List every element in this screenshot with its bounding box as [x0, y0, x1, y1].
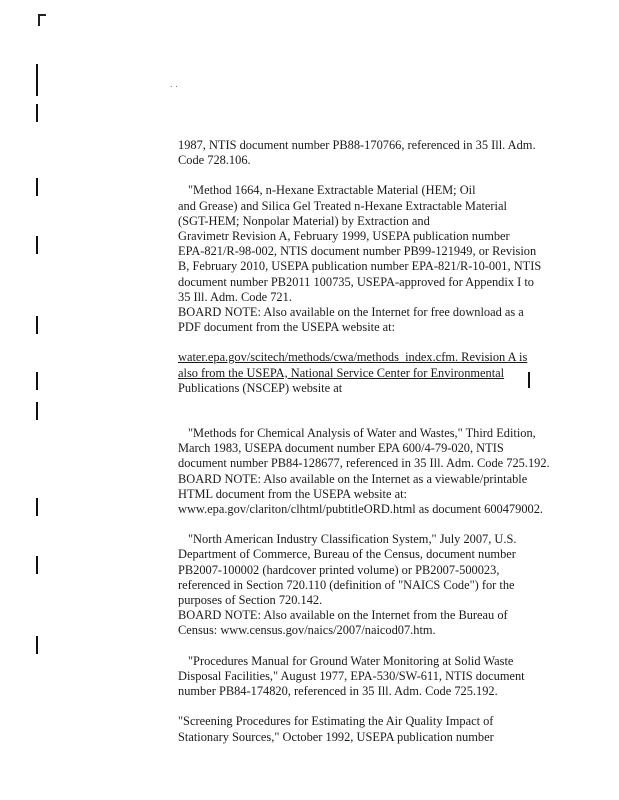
scan-dots: . . [170, 80, 178, 89]
revision-bar [36, 236, 38, 254]
text-line: Stationary Sources," October 1992, USEPA publication number [178, 729, 494, 744]
revision-bar [36, 178, 38, 196]
text-line: referenced in Section 720.110 (definition of "NAICS Code") for the [178, 577, 515, 592]
text-line: purposes of Section 720.142. [178, 593, 323, 608]
text-line: HTML document from the USEPA website at: [178, 486, 407, 501]
corner-mark [38, 14, 46, 26]
reference-entry [178, 532, 558, 638]
text-line: Gravimetr Revision A, February 1999, USEPA publication number [178, 229, 510, 244]
reference-entry [178, 183, 558, 396]
reference-entry [178, 654, 558, 700]
text-line: "Screening Procedures for Estimating the Air Quality Impact of [178, 714, 494, 729]
url-link[interactable]: water.epa.gov/scitech/methods/cwa/methods_index.cfm. Revision A is [178, 350, 528, 365]
text-line: Code 728.106. [178, 153, 251, 168]
board-note: BOARD NOTE: Also available on the Internet for free download as a [178, 305, 524, 320]
text-line: Department of Commerce, Bureau of the Census, document number [178, 547, 516, 562]
text-line: PB2007-100002 (hardcover printed volume) or PB2007-500023, [178, 562, 500, 577]
text-line: and Grease) and Silica Gel Treated n-Hexane Extractable Material [178, 198, 507, 213]
text-line: "North American Industry Classification System," July 2007, U.S. [188, 532, 517, 547]
reference-entry [178, 426, 558, 517]
reference-entry [178, 714, 558, 744]
text-line: "Method 1664, n-Hexane Extractable Material (HEM; Oil [188, 183, 476, 198]
text-line: (SGT-HEM; Nonpolar Material) by Extraction and [178, 213, 430, 228]
reference-entry [178, 138, 558, 168]
document-body [178, 138, 558, 760]
text-line: B, February 2010, USEPA publication number EPA-821/R-10-001, NTIS [178, 259, 542, 274]
revision-bar [36, 64, 38, 96]
revision-bar [36, 402, 38, 420]
text-line: "Methods for Chemical Analysis of Water and Wastes," Third Edition, [188, 426, 536, 441]
text-line: EPA-821/R-98-002, NTIS document number PB99-121949, or Revision [178, 244, 537, 259]
url-link[interactable]: also from the USEPA, National Service Center for Environmental [178, 365, 505, 380]
text-line: Census: www.census.gov/naics/2007/naicod07.htm. [178, 623, 436, 638]
text-line: document number PB2011 100735, USEPA-approved for Appendix I to [178, 274, 534, 289]
text-line: Publications (NSCEP) website at [178, 380, 343, 395]
revision-bar [36, 372, 38, 390]
text-line: "Procedures Manual for Ground Water Monitoring at Solid Waste [188, 653, 514, 668]
text-line: PDF document from the USEPA website at: [178, 320, 396, 335]
text-line: March 1983, USEPA document number EPA 600/4-79-020, NTIS [178, 441, 504, 456]
url-text: www.epa.gov/clariton/clhtml/pubtitleORD.html as document 600479002. [178, 502, 544, 517]
text-line: 35 Ill. Adm. Code 721. [178, 289, 292, 304]
board-note: BOARD NOTE: Also available on the Internet as a viewable/printable [178, 471, 528, 486]
text-line: Disposal Facilities," August 1977, EPA-530/SW-611, NTIS document [178, 668, 525, 683]
revision-bar [36, 104, 38, 122]
revision-bar [36, 316, 38, 334]
text-line: number PB84-174820, referenced in 35 Ill. Adm. Code 725.192. [178, 684, 498, 699]
revision-bar [36, 636, 38, 654]
board-note: BOARD NOTE: Also available on the Internet from the Bureau of [178, 608, 508, 623]
text-line: document number PB84-128677, referenced in 35 Ill. Adm. Code 725.192. [178, 456, 550, 471]
text-line: 1987, NTIS document number PB88-170766, referenced in 35 Ill. Adm. [178, 138, 536, 152]
revision-bar [36, 556, 38, 574]
revision-bar [36, 498, 38, 516]
